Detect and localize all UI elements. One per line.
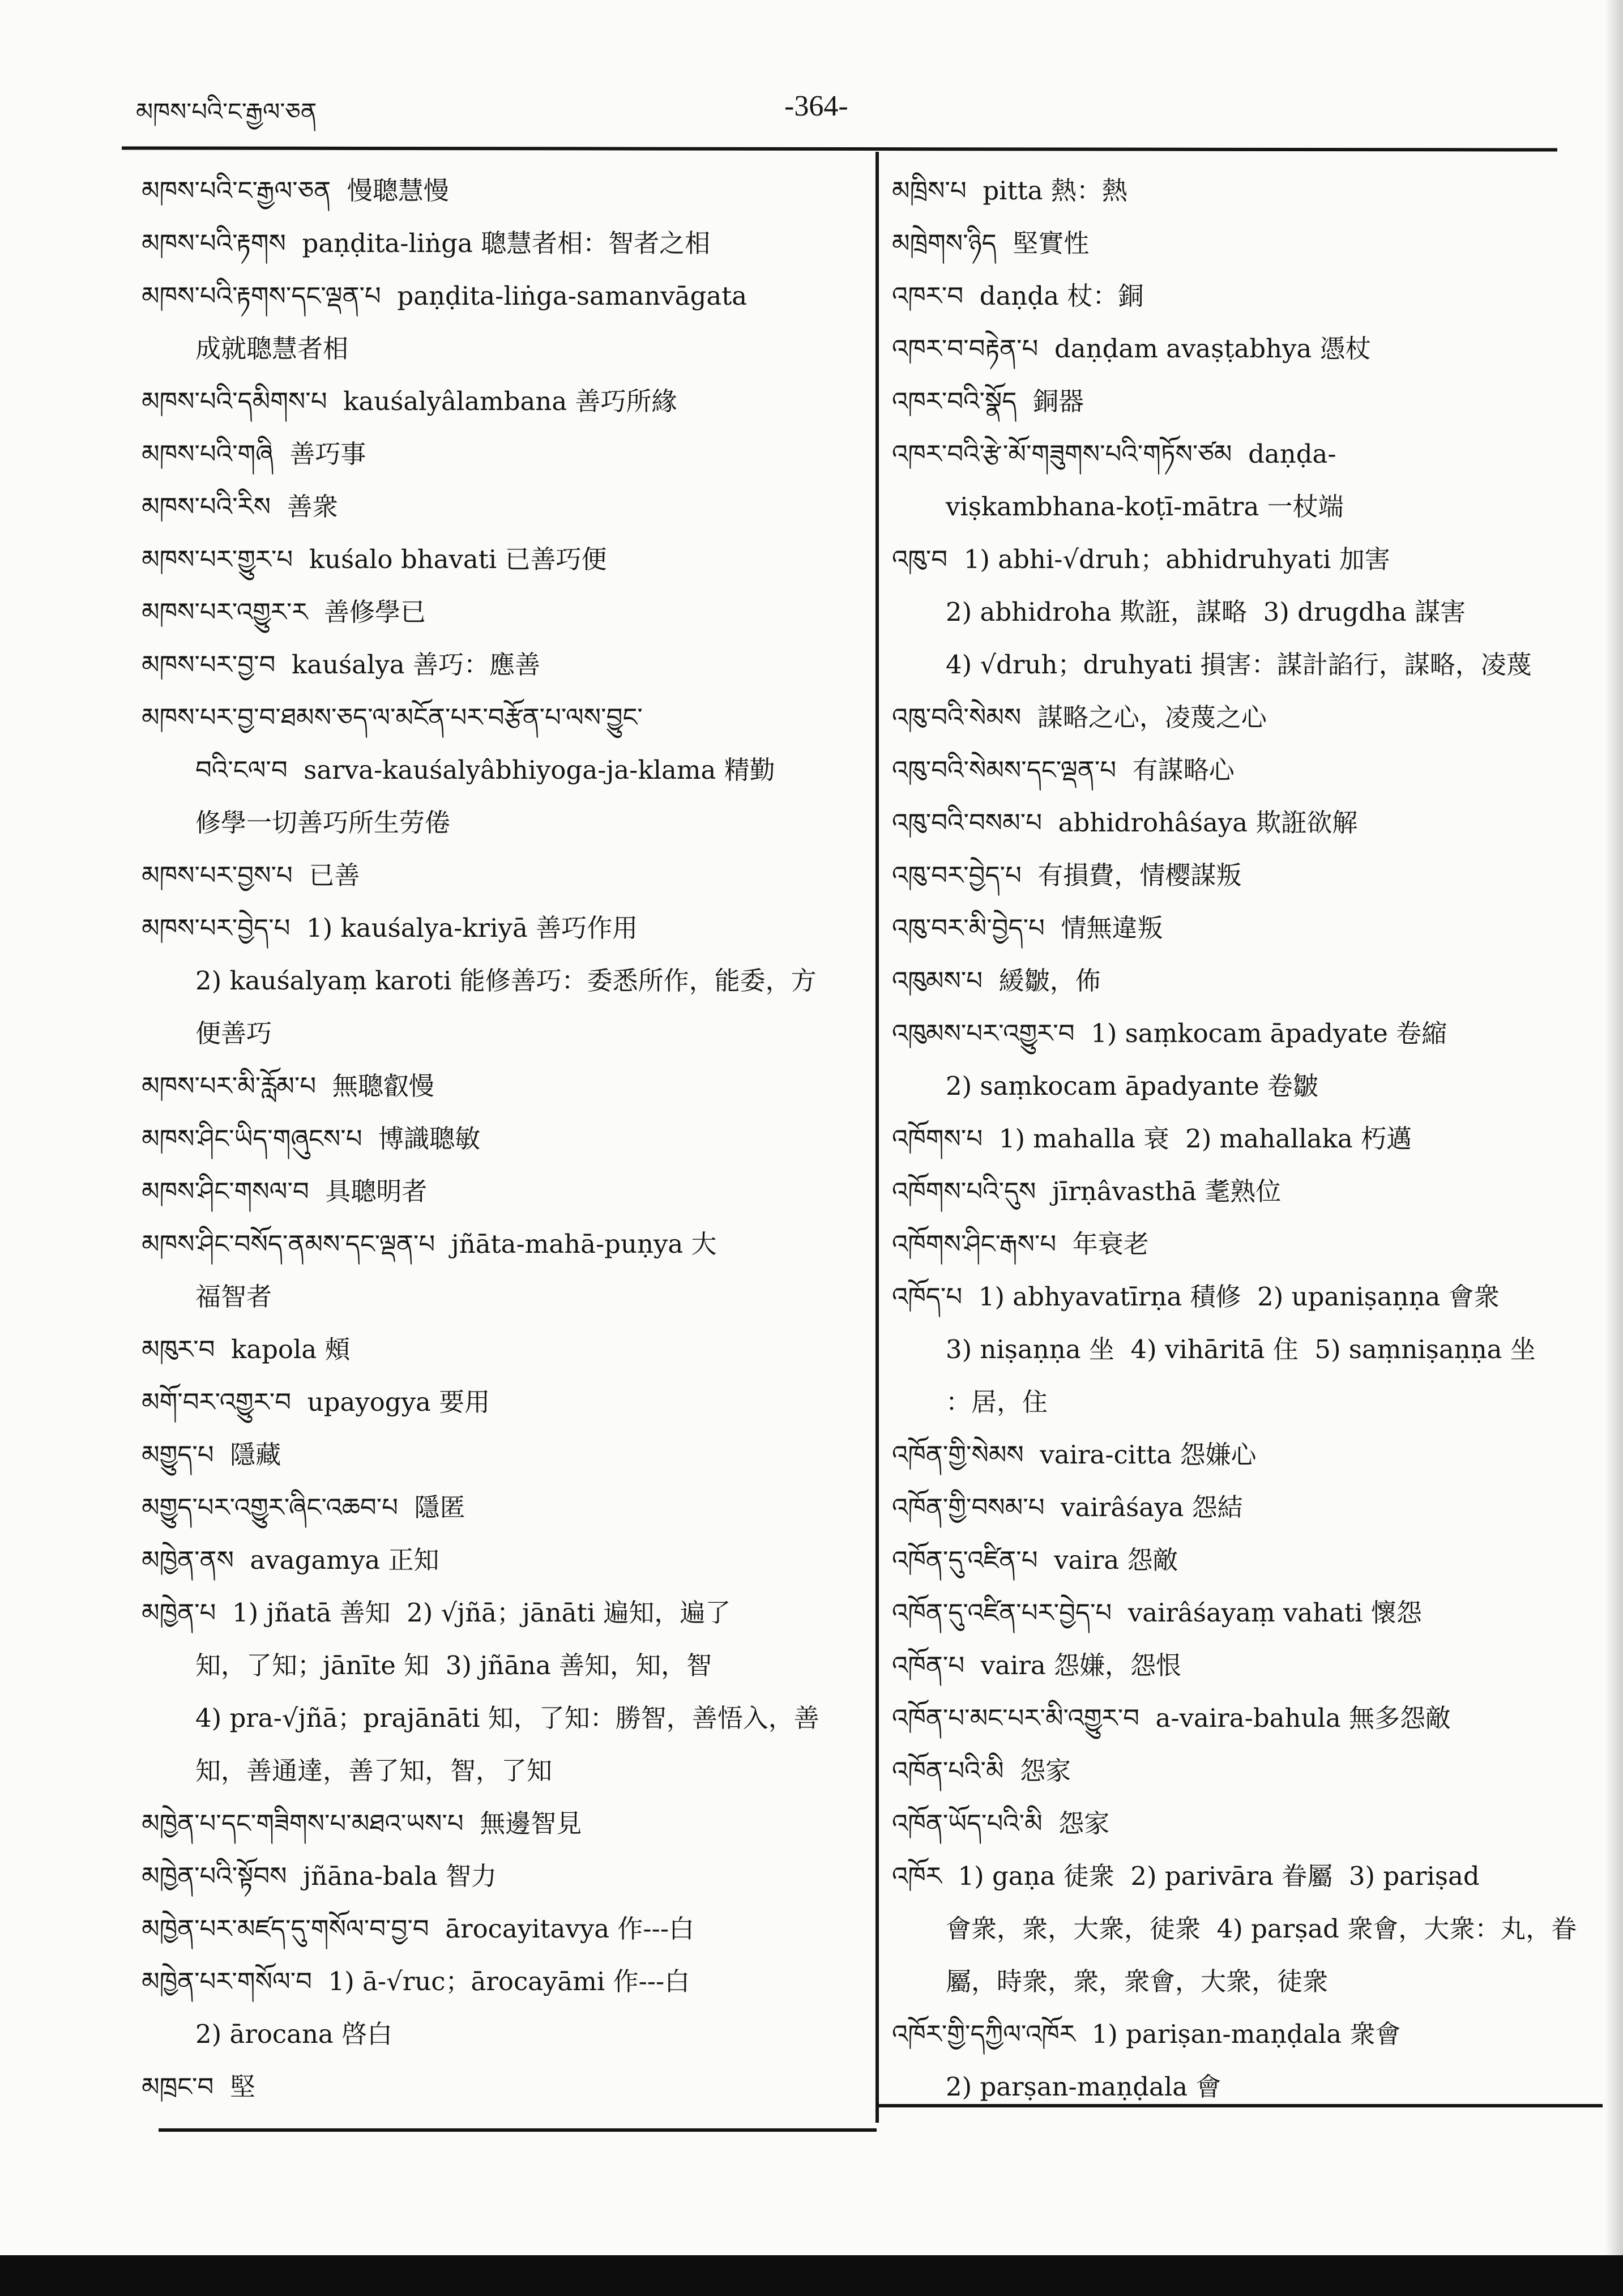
dictionary-entry-line: མཁྲང་བ 堅 [142, 2072, 255, 2102]
dictionary-entry-line: འཁུ་བར་མི་བྱེད་པ 情無違叛 [892, 913, 1163, 943]
dictionary-entry-line: མཁས་པའི་དམིགས་པ kauśalyâlambana 善巧所緣 [142, 386, 677, 416]
dictionary-entry-line: འཁུམས་པ 緩皺，佈 [892, 966, 1101, 996]
entry-continuation-line: 2) abhidroha 欺誑，謀略 3) drugdha 謀害 [946, 597, 1466, 627]
dictionary-entry-line: མཁས་པར་བྱས་པ 已善 [142, 860, 360, 890]
entry-continuation-line: 會衆，衆，大衆，徒衆 4) parṣad 衆會，大衆：丸，眷 [946, 1914, 1577, 1944]
dictionary-entry-line: མགོ་བར་འགྱུར་བ upayogya 要用 [142, 1387, 490, 1417]
dictionary-entry-line: མཁྲེགས་ཉིད 堅實性 [892, 228, 1090, 258]
dictionary-entry-line: འཁུ་བ 1) abhi-√druh；abhidruhyati 加害 [892, 544, 1390, 574]
entry-continuation-line: 2) kauśalyaṃ karoti 能修善巧：委悉所作，能委，方 [195, 966, 817, 996]
dictionary-entry-line: མཁས་ཤིང་ཡིད་གཞུངས་པ 博識聰敏 [142, 1124, 481, 1154]
dictionary-entry-line: མཁྱེན་པའི་སྟོབས jñāna-bala 智力 [142, 1861, 497, 1891]
dictionary-entry-line: མཁས་ཤིང་བསོད་ནམས་དང་ལྡན་པ jñāta-mahā-puṇya 大 [142, 1229, 717, 1259]
dictionary-entry-line: འཁོད་པ 1) abhyavatīrṇa 積修 2) upaniṣaṇṇa 會衆 [892, 1282, 1500, 1312]
dictionary-entry-line: མཁྱེན་པར་མཛད་དུ་གསོལ་བ་བྱ་བ ārocayitavya 作---白 [142, 1914, 695, 1944]
entry-continuation-line: 4) pra-√jñā；prajānāti 知，了知：勝智，善悟入，善 [195, 1703, 819, 1733]
entry-continuation-line: 修學一切善巧所生劳倦 [195, 808, 451, 838]
dictionary-entry-line: མཁས་ཤིང་གསལ་བ 具聰明者 [142, 1176, 428, 1206]
dictionary-entry-line: འཁར་བ་བརྟེན་པ daṇḍam avaṣṭabhya 憑杖 [892, 334, 1371, 364]
dictionary-entry-line: འཁུ་བའི་སེམས 謀略之心，凌蔑之心 [892, 702, 1267, 732]
entry-continuation-line: 知，了知；jānīte 知 3) jñāna 善知，知，智 [195, 1650, 712, 1680]
column-divider [875, 152, 879, 2123]
dictionary-entry-line: མཁྱེན་པར་གསོལ་བ 1) ā-√ruc；ārocayāmi 作---白 [142, 1966, 690, 1996]
scan-bottom-edge [0, 2255, 1623, 2296]
dictionary-entry-line: འཁོན་པ་མང་པར་མི་འགྱུར་བ a-vaira-bahula 無多怨敵 [892, 1703, 1451, 1733]
entry-continuation-line: viṣkambhana-koṭī-mātra 一杖端 [946, 492, 1344, 522]
entry-continuation-line: 便善巧 [195, 1018, 272, 1048]
dictionary-entry-line: མཁས་པའི་ང་རྒྱལ་ཅན 慢聰慧慢 [142, 176, 449, 206]
entry-continuation-line: 福智者 [195, 1282, 272, 1312]
entry-continuation-line: 3) niṣaṇṇa 坐 4) vihāritā 住 5) saṃniṣaṇṇa 坐 [946, 1334, 1536, 1364]
entry-continuation-line: 4) √druh；druhyati 損害：謀計諂行，謀略，凌蔑 [946, 650, 1532, 680]
left-footer-rule [159, 2128, 877, 2132]
dictionary-entry-line: འཁུམས་པར་འགྱུར་བ 1) saṃkocam āpadyate 卷縮 [892, 1018, 1447, 1048]
dictionary-entry-line: འཁོན་པ vaira 怨嫌，怨恨 [892, 1650, 1182, 1680]
dictionary-entry-line: འཁོན་གྱི་སེམས vaira-citta 怨嫌心 [892, 1440, 1257, 1470]
entry-continuation-line: ：居，住 [946, 1387, 1048, 1417]
dictionary-entry-line: འཁོགས་ཤིང་རྒས་པ 年衰老 [892, 1229, 1149, 1259]
dictionary-entry-line: འཁར་བའི་རྩེ་མོ་གཟུགས་པའི་གཏོས་ཙམ daṇḍa- [892, 439, 1336, 469]
entry-continuation-line: བའི་ངལ་བ sarva-kauśalyâbhiyoga-ja-klama 精勤 [195, 755, 775, 785]
dictionary-entry-line: མཁས་པར་བྱེད་པ 1) kauśalya-kriyā 善巧作用 [142, 913, 638, 943]
dictionary-entry-line: མཁྲིས་པ pitta 熱：熱 [892, 176, 1127, 206]
dictionary-entry-line: མཁྱེན་པ 1) jñatā 善知 2) √jñā；jānāti 遍知，遍了 [142, 1598, 731, 1628]
entry-continuation-line: 2) parṣan-maṇḍala 會 [946, 2072, 1221, 2102]
right-column [892, 164, 1600, 2113]
dictionary-entry-line: མཁས་པར་གྱུར་པ kuśalo bhavati 已善巧便 [142, 544, 607, 574]
dictionary-entry-line: མཁས་པའི་རྟགས paṇḍita-liṅga 聰慧者相：智者之相 [142, 228, 711, 258]
dictionary-entry-line: འཁུ་བར་བྱེད་པ 有損費，情樱謀叛 [892, 860, 1242, 890]
entry-continuation-line: 知，善通達，善了知，智，了知 [195, 1756, 553, 1786]
dictionary-entry-line: མཁས་པའི་རྟགས་དང་ལྡན་པ paṇḍita-liṅga-samanvāgata [142, 281, 748, 311]
dictionary-entry-line: མཁས་པར་བྱ་བ kauśalya 善巧：應善 [142, 650, 540, 680]
dictionary-entry-line: འཁོགས་པའི་དུས jīrṇâvasthā 耄熟位 [892, 1176, 1282, 1206]
dictionary-entry-line: འཁོན་དུ་འཛིན་པ vaira 怨敵 [892, 1545, 1178, 1575]
dictionary-entry-line: འཁོན་གྱི་བསམ་པ vairâśaya 怨結 [892, 1492, 1243, 1522]
dictionary-entry-line: འཁོགས་པ 1) mahalla 衰 2) mahallaka 朽邁 [892, 1124, 1412, 1154]
dictionary-entry-line: མཁས་པར་མི་རློམ་པ 無聰叡慢 [142, 1071, 434, 1101]
dictionary-entry-line: མཁྱེན་ནས avagamya 正知 [142, 1545, 439, 1575]
dictionary-entry-line: མཁས་པར་འགྱུར་ར 善修學已 [142, 597, 426, 627]
dictionary-entry-line: འཁུ་བའི་སེམས་དང་ལྡན་པ 有謀略心 [892, 755, 1235, 785]
dictionary-entry-line: མཁས་པའི་གཞི 善巧事 [142, 439, 366, 469]
left-column [142, 164, 866, 2113]
dictionary-entry-line: འཁོར 1) gaṇa 徒衆 2) parivāra 眷屬 3) pariṣad [892, 1861, 1480, 1891]
dictionary-entry-line: མགྱུད་པ 隱藏 [142, 1440, 281, 1470]
dictionary-entry-line: མཁས་པའི་རིས 善衆 [142, 492, 338, 522]
entry-continuation-line: 2) saṃkocam āpadyante 卷皺 [946, 1071, 1318, 1101]
header-rule [122, 146, 1557, 151]
running-head: མཁས་པའི་ང་རྒྱལ་ཅན [136, 98, 317, 126]
dictionary-entry-line: འཁུ་བའི་བསམ་པ abhidrohâśaya 欺誑欲解 [892, 808, 1358, 838]
dictionary-entry-line: འཁར་བའི་སྣོད 銅器 [892, 386, 1084, 416]
dictionary-entry-line: འཁོར་གྱི་དཀྱིལ་འཁོར 1) pariṣan-maṇḍala 衆會 [892, 2019, 1401, 2049]
scan-right-edge-shadow [1605, 0, 1623, 2255]
dictionary-entry-line: མཁས་པར་བྱ་བ་ཐམས་ཅད་ལ་མངོན་པར་བརྩོན་པ་ལས་བྱུང་ [142, 702, 643, 732]
dictionary-entry-line: འཁོན་པའི་མི 怨家 [892, 1756, 1071, 1786]
page-number: -364- [784, 90, 848, 122]
dictionary-entry-line: འཁོན་དུ་འཛིན་པར་བྱེད་པ vairâśayaṃ vahati 懷怨 [892, 1598, 1422, 1628]
entry-continuation-line: 2) ārocana 啓白 [195, 2019, 393, 2049]
dictionary-entry-line: མགྱུད་པར་འགྱུར་ཞིང་འཆབ་པ 隱匿 [142, 1492, 465, 1522]
entry-continuation-line: 成就聰慧者相 [195, 334, 349, 364]
dictionary-entry-line: འཁར་བ daṇḍa 杖：銅 [892, 281, 1144, 311]
dictionary-entry-line: མཁྱེན་པ་དང་གཟིགས་པ་མཐའ་ཡས་པ 無邊智見 [142, 1808, 582, 1838]
dictionary-entry-line: མཁུར་བ kapola 頰 [142, 1334, 351, 1364]
entry-continuation-line: 屬，時衆，衆，衆會，大衆，徒衆 [946, 1966, 1329, 1996]
dictionary-entry-line: འཁོན་ཡོད་པའི་མི 怨家 [892, 1808, 1110, 1838]
